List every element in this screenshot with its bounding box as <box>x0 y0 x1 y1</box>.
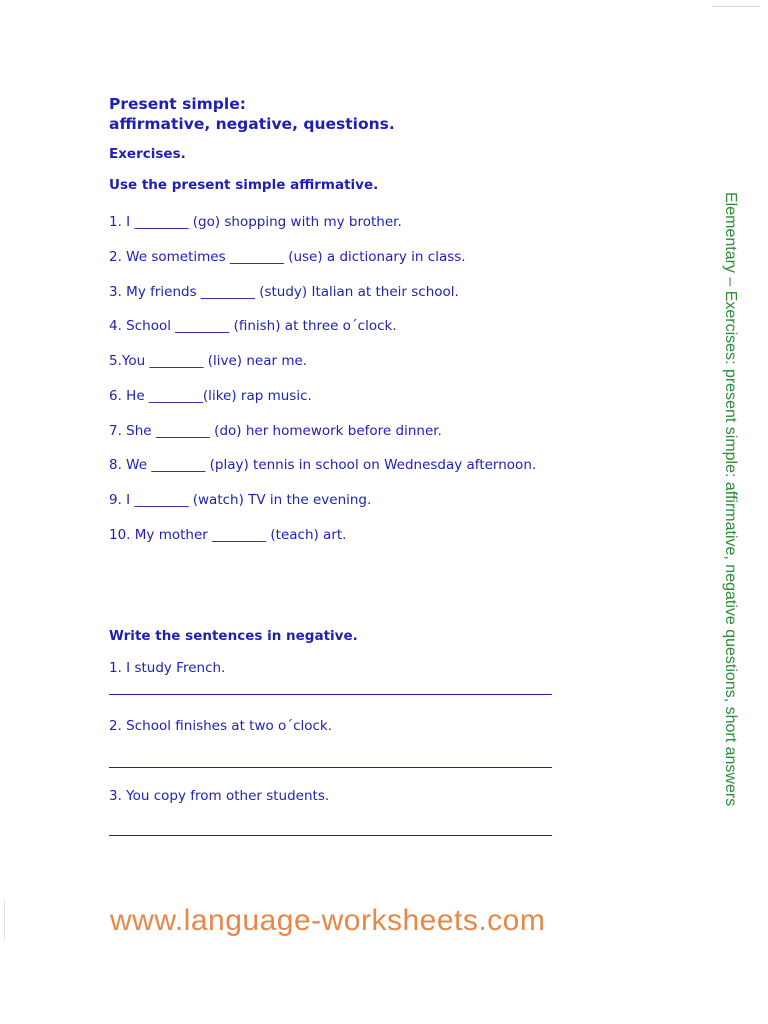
answer-line-3 <box>109 835 552 836</box>
exercise-item-7: 7. She ________ (do) her homework before dinner. <box>109 423 442 439</box>
title-line-2: affirmative, negative, questions. <box>109 115 395 133</box>
exercise-item-4: 4. School ________ (finish) at three o´clock. <box>109 318 397 334</box>
corner-divider <box>712 6 760 7</box>
negative-item-2: 2. School finishes at two o´clock. <box>109 718 333 734</box>
side-caption: Elementary – Exercises: present simple: affirmative, negative questions, short answers <box>722 192 739 807</box>
page-title <box>109 94 395 134</box>
negative-item-1: 1. I study French. <box>109 660 226 676</box>
exercise-item-1: 1. I ________ (go) shopping with my brother. <box>109 214 402 230</box>
negative-item-3: 3. You copy from other students. <box>109 788 330 804</box>
answer-line-1 <box>109 694 552 695</box>
exercise-item-9: 9. I ________ (watch) TV in the evening. <box>109 492 372 508</box>
section2-heading: Write the sentences in negative. <box>109 628 358 644</box>
exercise-item-2: 2. We sometimes ________ (use) a dictionary in class. <box>109 249 466 265</box>
answer-line-2 <box>109 767 552 768</box>
exercises-label: Exercises. <box>109 146 186 162</box>
footer-website-url: www.language-worksheets.com <box>110 904 546 937</box>
exercise-item-8: 8. We ________ (play) tennis in school on Wednesday afternoon. <box>109 457 537 473</box>
title-line-1: Present simple: <box>109 95 246 113</box>
exercise-item-6: 6. He ________(like) rap music. <box>109 388 312 404</box>
exercise-item-10: 10. My mother ________ (teach) art. <box>109 527 347 543</box>
section1-heading: Use the present simple affirmative. <box>109 177 379 193</box>
left-edge-mark <box>4 900 5 940</box>
exercise-item-5: 5.You ________ (live) near me. <box>109 353 308 369</box>
exercise-item-3: 3. My friends ________ (study) Italian at their school. <box>109 284 459 300</box>
